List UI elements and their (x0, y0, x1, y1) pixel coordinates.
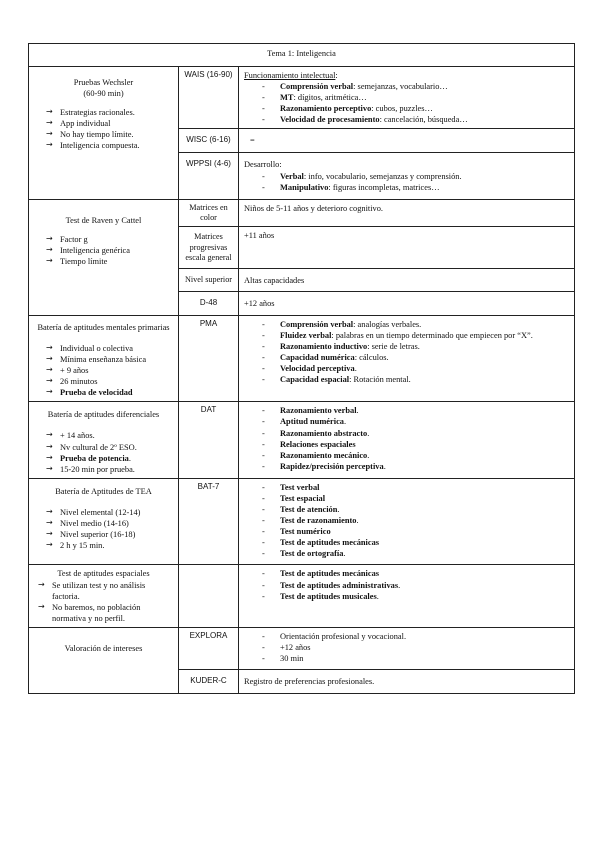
espaciales-section (29, 565, 179, 627)
bat-notes (34, 507, 173, 551)
list-item: → 15-20 min por prueba. (46, 464, 173, 475)
dat-notes (34, 430, 173, 474)
espaciales-label (179, 565, 239, 627)
bat-title: Batería de Aptitudes de TEA (55, 486, 152, 496)
intereses-title: Valoración de intereses (64, 643, 143, 653)
bat-content (239, 478, 575, 565)
document-table (28, 43, 575, 694)
wppsi-text: Desarrollo: (244, 160, 282, 170)
list-item: - 30 min (262, 653, 569, 664)
dat-label: DAT (179, 402, 239, 478)
wechsler-time: (60-90 min) (83, 89, 124, 99)
title-row (29, 44, 575, 67)
raven-text: +12 años (239, 292, 575, 316)
list-item: → App individual (46, 118, 173, 129)
pma-section (29, 315, 179, 402)
raven-title: Test de Raven y Cattel (65, 215, 142, 225)
raven-section (29, 199, 179, 315)
list-item: - Test de razonamiento. (262, 515, 569, 526)
bat-label: BAT-7 (179, 478, 239, 565)
list-item: - Razonamiento inductivo: serie de letras. (262, 341, 569, 352)
dat-items (244, 405, 569, 472)
list-item: - Comprensión verbal: semejanzas, vocabulario… (262, 81, 569, 92)
wais-heading: Funcionamiento intelectual: (244, 71, 338, 80)
dat-title: Batería de aptitudes diferenciales (47, 410, 160, 420)
list-item: - Aptitud numérica. (262, 416, 569, 427)
kuder-label: KUDER-C (179, 670, 239, 694)
list-item: - Comprensión verbal: analogías verbales. (262, 319, 569, 330)
list-item: - Fluidez verbal: palabras en un tiempo determinado que empiecen por “X”. (262, 330, 569, 341)
list-item: - Manipulativo: figuras incompletas, matrices… (262, 182, 569, 193)
list-item: - Test numérico (262, 526, 569, 537)
pma-row (29, 315, 575, 402)
wechsler-section (29, 67, 179, 200)
list-item: → Nivel elemental (12-14) (46, 507, 173, 518)
raven-label: D-48 (179, 292, 239, 316)
wais-content (239, 67, 575, 129)
list-item: - Velocidad de procesamiento: cancelación, búsqueda… (262, 114, 569, 125)
list-item: - Razonamiento verbal. (262, 405, 569, 416)
list-item: → No baremos, no población normativa y no perfil. (38, 602, 173, 624)
list-item: → + 14 años. (46, 430, 173, 441)
list-item: - Razonamiento perceptivo: cubos, puzzles… (262, 103, 569, 114)
list-item: → Prueba de velocidad (46, 387, 173, 398)
explora-label: EXPLORA (179, 627, 239, 669)
list-item: → Se utilizan test y no análisis factoria. (38, 580, 173, 602)
list-item: → Estrategias racionales. (46, 107, 173, 118)
list-item: → No hay tiempo límite. (46, 129, 173, 140)
list-item: → Inteligencia genérica (46, 245, 173, 256)
list-item: - Razonamiento abstracto. (262, 428, 569, 439)
intereses-row-explora (29, 627, 575, 669)
raven-text: +11 años (239, 227, 575, 269)
raven-notes (34, 234, 173, 267)
espaciales-notes (34, 580, 173, 624)
list-item: → + 9 años (46, 365, 173, 376)
pma-content (239, 315, 575, 402)
list-item: - Test de aptitudes musicales. (262, 591, 569, 602)
list-item: → Individual o colectiva (46, 343, 173, 354)
raven-label: Nivel superior (179, 269, 239, 292)
espaciales-row (29, 565, 575, 627)
wechsler-row-wais (29, 67, 575, 129)
list-item: - Capacidad espacial: Rotación mental. (262, 374, 569, 385)
espaciales-items (244, 568, 569, 601)
list-item: - Razonamiento mecánico. (262, 450, 569, 461)
wisc-content: = (239, 129, 575, 153)
pma-items (244, 319, 569, 386)
espaciales-content (239, 565, 575, 627)
wechsler-name: Pruebas Wechsler (73, 78, 134, 87)
wppsi-content (239, 153, 575, 199)
wisc-label: WISC (6-16) (179, 129, 239, 153)
list-item: → Mínima enseñanza básica (46, 354, 173, 365)
list-item: → Nivel superior (16-18) (46, 529, 173, 540)
list-item: - +12 años (262, 642, 569, 653)
wais-label: WAIS (16-90) (179, 67, 239, 129)
list-item: → Tiempo límite (46, 256, 173, 267)
list-item: → Factor g (46, 234, 173, 245)
bat-items (244, 482, 569, 560)
list-item: - Test de aptitudes mecánicas (262, 568, 569, 579)
list-item: → Nv cultural de 2º ESO. (46, 442, 173, 453)
list-item: - MT: dígitos, aritmética… (262, 92, 569, 103)
list-item: → 2 h y 15 min. (46, 540, 173, 551)
explora-content (239, 627, 575, 669)
espaciales-title: Test de aptitudes espaciales (57, 569, 150, 579)
list-item: - Test verbal (262, 482, 569, 493)
raven-label: Matrices progresivas escala general (179, 227, 239, 269)
list-item: - Velocidad perceptiva. (262, 363, 569, 374)
dat-section (29, 402, 179, 478)
bat-section (29, 478, 179, 565)
list-item: → Prueba de potencia. (46, 453, 173, 464)
wechsler-title (34, 77, 173, 99)
raven-text: Altas capacidades (239, 269, 575, 292)
list-item: - Capacidad numérica: cálculos. (262, 352, 569, 363)
list-item: - Orientación profesional y vocacional. (262, 631, 569, 642)
list-item: - Test de aptitudes administrativas. (262, 580, 569, 591)
pma-notes (34, 343, 173, 398)
pma-label: PMA (179, 315, 239, 402)
list-item: - Relaciones espaciales (262, 439, 569, 450)
list-item: - Test de atención. (262, 504, 569, 515)
list-item: - Rapidez/precisión perceptiva. (262, 461, 569, 472)
raven-label: Matrices en color (179, 199, 239, 227)
wechsler-notes (34, 107, 173, 151)
list-item: → Inteligencia compuesta. (46, 140, 173, 151)
raven-text: Niños de 5-11 años y deterioro cognitivo. (239, 199, 575, 227)
kuder-content: Registro de preferencias profesionales. (239, 670, 575, 694)
dat-row (29, 402, 575, 478)
list-item: - Verbal: info, vocabulario, semejanzas y comprensión. (262, 171, 569, 182)
raven-row-color (29, 199, 575, 227)
intereses-section (29, 627, 179, 693)
list-item: - Test de aptitudes mecánicas (262, 537, 569, 548)
dat-content (239, 402, 575, 478)
list-item: - Test de ortografía. (262, 548, 569, 559)
explora-items (244, 631, 569, 664)
pma-title: Batería de aptitudes mentales primarias (37, 322, 170, 332)
page-title: Tema 1: Inteligencia (29, 44, 575, 67)
list-item: → Nivel medio (14-16) (46, 518, 173, 529)
wais-items (244, 81, 569, 125)
list-item: → 26 minutos (46, 376, 173, 387)
bat-row (29, 478, 575, 565)
wppsi-items (244, 171, 569, 193)
wppsi-label: WPPSI (4-6) (179, 153, 239, 199)
list-item: - Test espacial (262, 493, 569, 504)
